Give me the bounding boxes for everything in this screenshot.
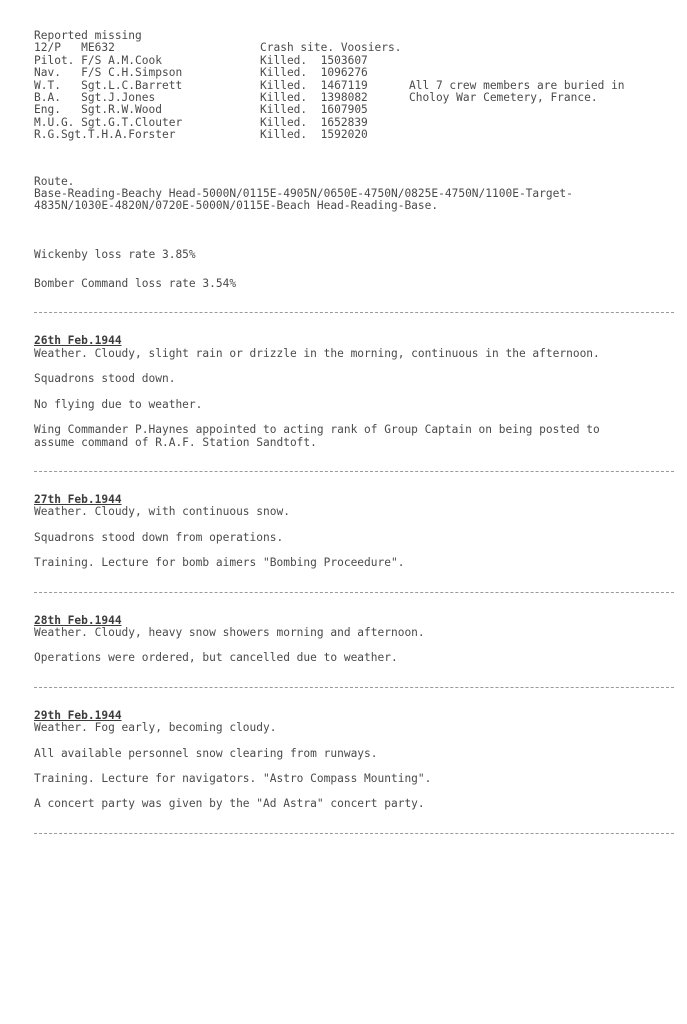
entry-item: A concert party was given by the "Ad Astra" concert party. xyxy=(34,797,425,811)
crew-status: Killed. 1503607 xyxy=(260,53,368,67)
entry-weather: Weather. Cloudy, heavy snow showers morning and afternoon. xyxy=(34,625,425,639)
entry-item: All available personnel snow clearing from runways. xyxy=(34,746,378,760)
route-line-2: 4835N/1030E-4820N/0720E-5000N/0115E-Beach Head-Reading-Base. xyxy=(34,199,439,213)
crew-note: Choloy War Cemetery, France. xyxy=(409,90,598,104)
crew-status: Killed. 1592020 xyxy=(260,128,368,142)
crew-name: Eng. Sgt.R.W.Wood xyxy=(34,103,162,117)
crew-status: Killed. 1398082 xyxy=(260,90,368,104)
bomber-command-loss-rate: Bomber Command loss rate 3.54% xyxy=(34,277,237,291)
wickenby-loss-rate: Wickenby loss rate 3.85% xyxy=(34,247,196,261)
entry-weather: Weather. Fog early, becoming cloudy. xyxy=(34,721,277,735)
crew-row xyxy=(34,129,674,141)
entry-item: No flying due to weather. xyxy=(34,397,203,411)
entry-weather: Weather. Cloudy, with continuous snow. xyxy=(34,505,290,519)
route-line-1: Base-Reading-Beachy Head-5000N/0115E-4905N/0650E-4750N/0825E-4750N/1100E-Target- xyxy=(34,186,573,200)
entry-date: 27th Feb.1944 xyxy=(34,492,122,506)
crew-status: Killed. 1467119 xyxy=(260,78,368,92)
entry-item: Squadrons stood down. xyxy=(34,372,176,386)
route-label: Route. xyxy=(34,174,75,188)
entry-item: Training. Lecture for bomb aimers "Bombing Proceedure". xyxy=(34,556,405,570)
crew-name: B.A. Sgt.J.Jones xyxy=(34,90,156,104)
entry-item: Squadrons stood down from operations. xyxy=(34,530,284,544)
crew-name: M.U.G. Sgt.G.T.Clouter xyxy=(34,115,183,129)
section-divider xyxy=(34,833,674,834)
entry-date: 28th Feb.1944 xyxy=(34,613,122,627)
diary-entry xyxy=(34,710,674,811)
crew-status: Killed. 1652839 xyxy=(260,115,368,129)
entry-date: 26th Feb.1944 xyxy=(34,334,122,348)
crew-note xyxy=(409,129,669,141)
crash-site: Crash site. Voosiers. xyxy=(260,41,402,55)
entry-weather: Weather. Cloudy, slight rain or drizzle in the morning, continuous in the afternoon. xyxy=(34,346,600,360)
reported-missing-heading: Reported missing xyxy=(34,29,142,42)
crew-note xyxy=(409,117,669,129)
crew-note: All 7 crew members are buried in xyxy=(409,78,625,92)
crew-status: Killed. 1607905 xyxy=(260,103,368,117)
diary-entry xyxy=(34,335,674,448)
crew-name: R.G.Sgt.T.H.A.Forster xyxy=(34,128,176,142)
diary-entry xyxy=(34,615,674,665)
document-page xyxy=(34,30,674,834)
crew-name: Pilot. F/S A.M.Cook xyxy=(34,53,162,67)
crew-list xyxy=(34,55,674,142)
crew-status: Killed. 1096276 xyxy=(260,66,368,80)
diary-entry xyxy=(34,494,674,570)
crew-name: W.T. Sgt.L.C.Barrett xyxy=(34,78,183,92)
crew-note xyxy=(409,55,669,67)
entry-date: 29th Feb.1944 xyxy=(34,708,122,722)
crew-note xyxy=(409,104,669,116)
crew-name: Nav. F/S C.H.Simpson xyxy=(34,66,183,80)
entry-item: Wing Commander P.Haynes appointed to acting rank of Group Captain on being posted to assume command of R.A.F. Station Sandtoft. xyxy=(34,423,600,449)
crew-note xyxy=(409,67,669,79)
aircraft-id: 12/P ME632 xyxy=(34,41,115,55)
entry-item: Training. Lecture for navigators. "Astro Compass Mounting". xyxy=(34,771,432,785)
entry-item: Operations were ordered, but cancelled due to weather. xyxy=(34,651,398,665)
